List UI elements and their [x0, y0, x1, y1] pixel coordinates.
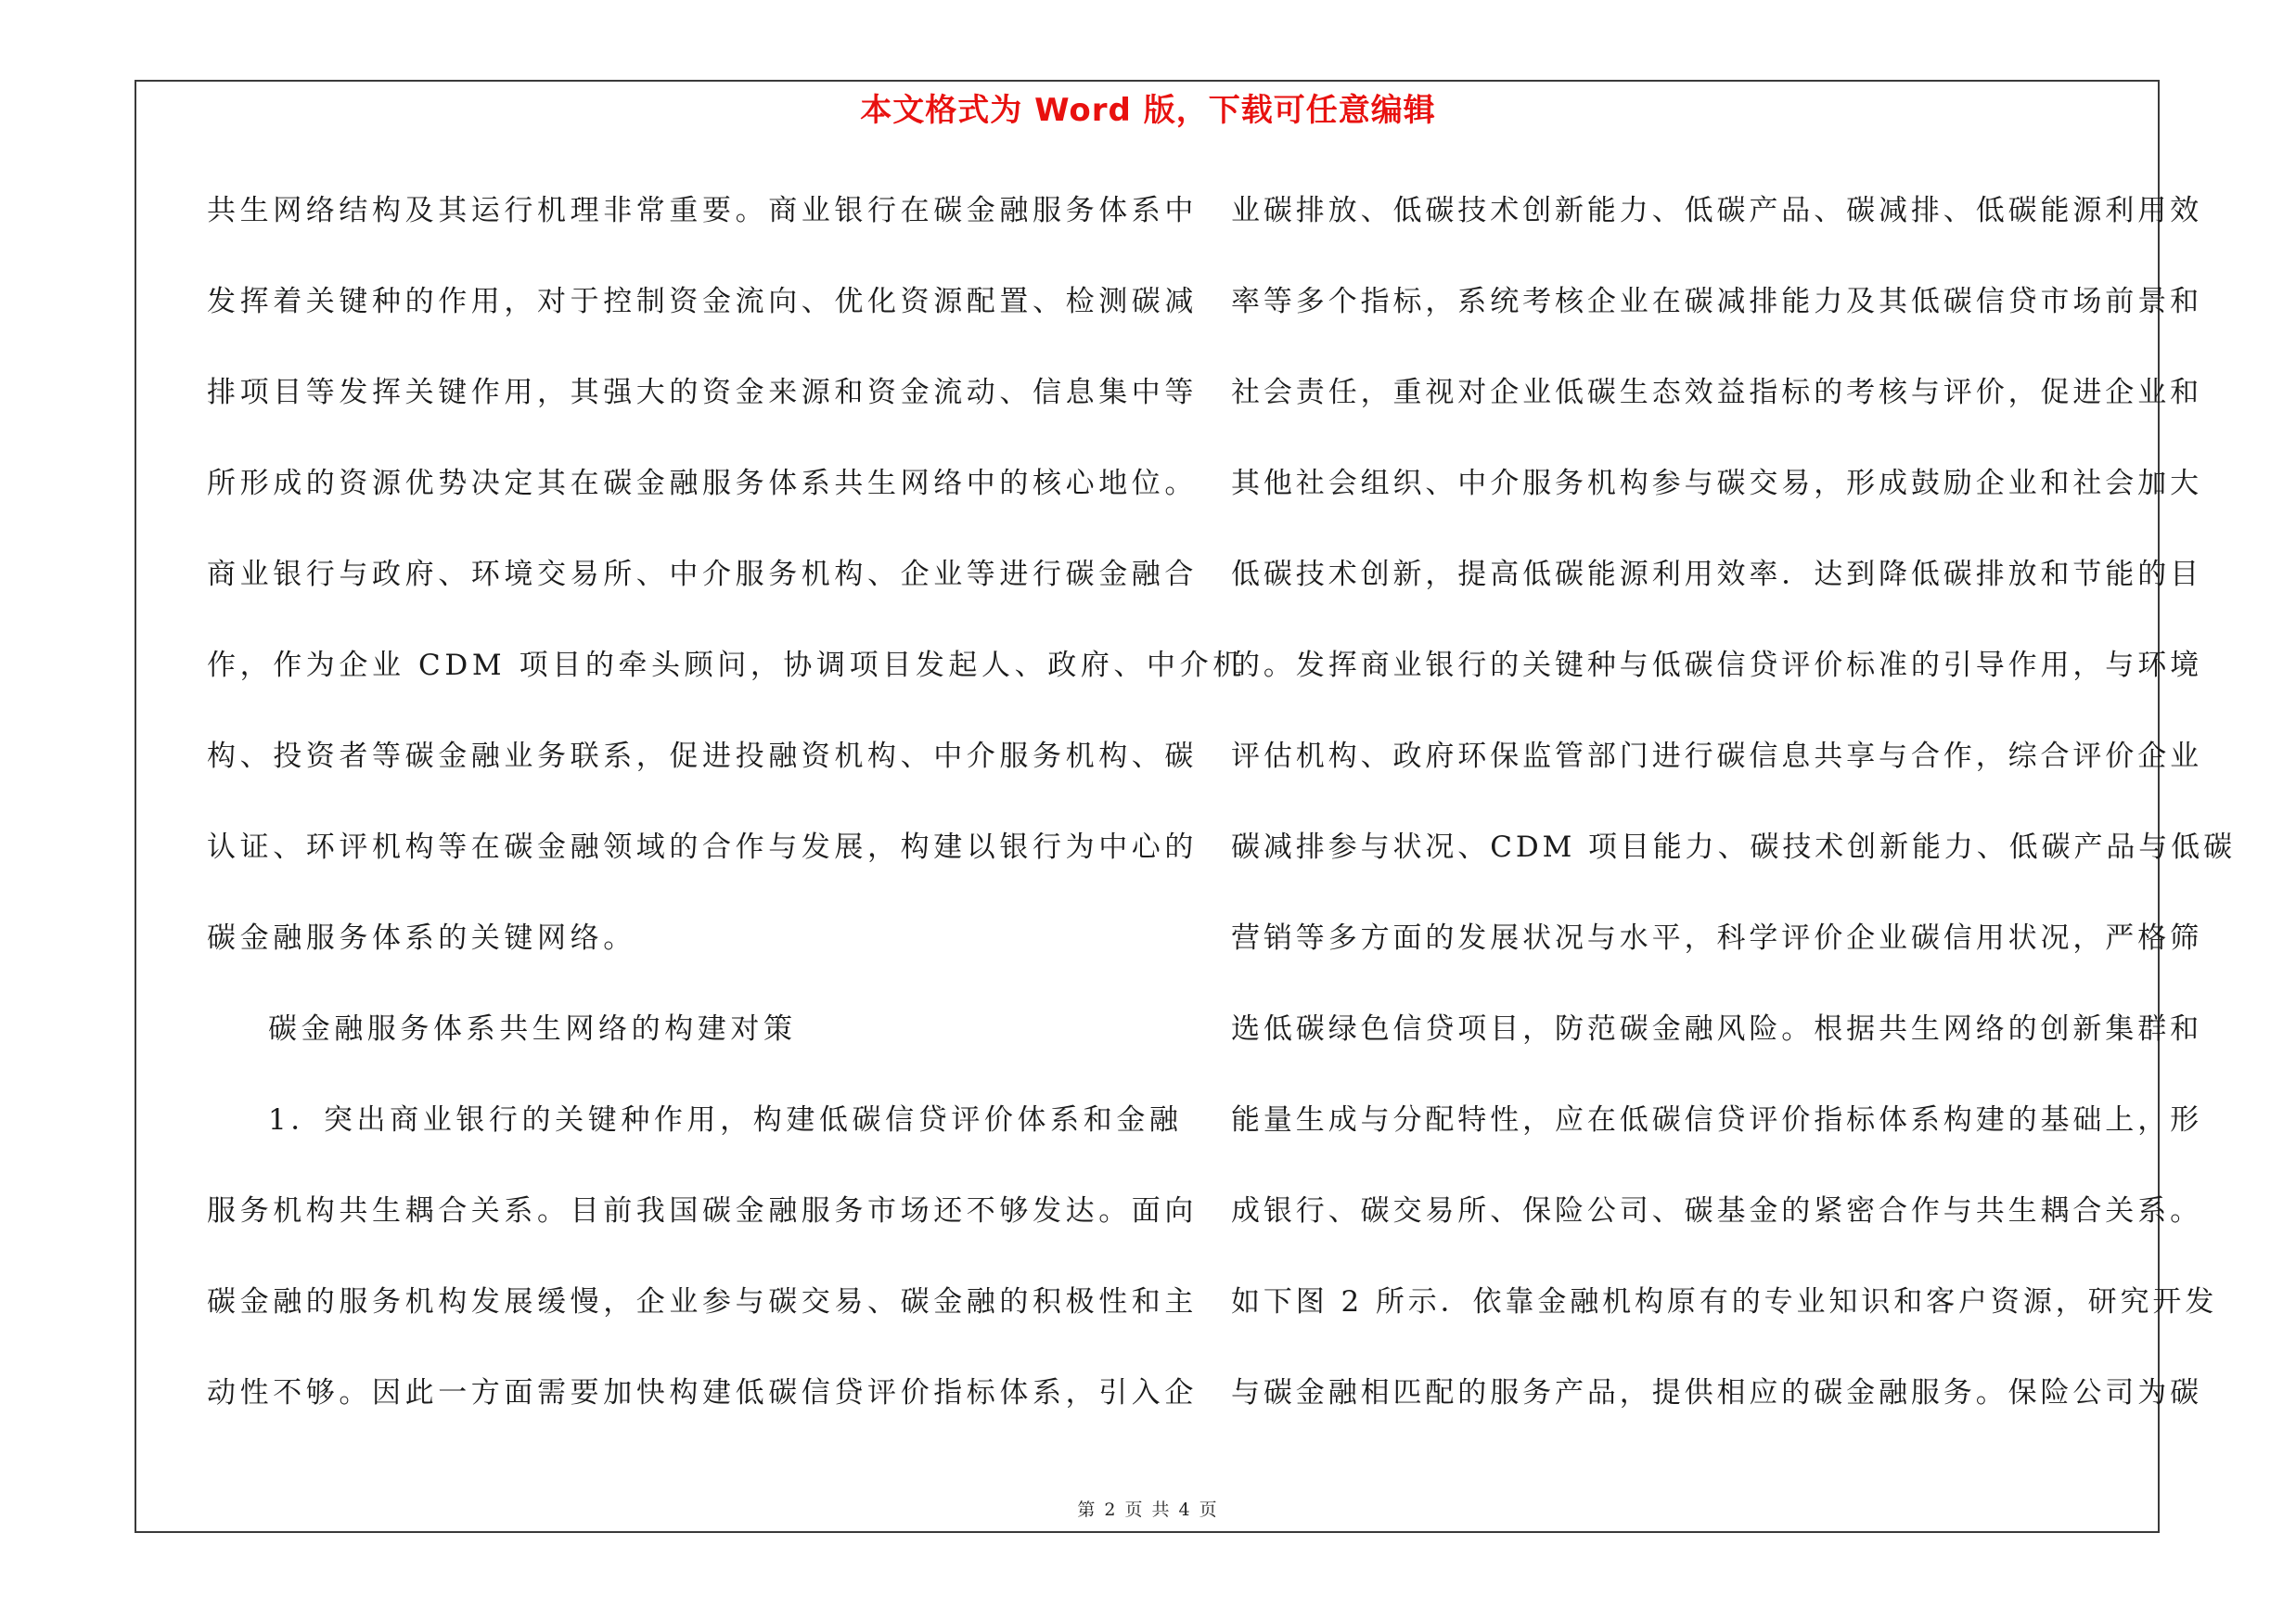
- text-line: 动性不够。因此一方面需要加快构建低碳信贷评价指标体系，引入企: [207, 1376, 1198, 1410]
- page-number-footer: 第 2 页 共 4 页: [1077, 1500, 1219, 1520]
- text-line: 所形成的资源优势决定其在碳金融服务体系共生网络中的核心地位。: [207, 467, 1198, 500]
- text-line: 营销等多方面的发展状况与水平，科学评价企业碳信用状况，严格筛: [1231, 921, 2202, 955]
- text-line: 率等多个指标，系统考核企业在碳减排能力及其低碳信贷市场前景和: [1231, 285, 2202, 318]
- text-line: 碳金融的服务机构发展缓慢，企业参与碳交易、碳金融的积极性和主: [207, 1285, 1198, 1319]
- text-line: 社会责任，重视对企业低碳生态效益指标的考核与评价，促进企业和: [1231, 376, 2202, 409]
- text-line: 认证、环评机构等在碳金融领域的合作与发展，构建以银行为中心的: [207, 831, 1198, 864]
- left-column: [207, 184, 1246, 1457]
- text-line: 排项目等发挥关键作用，其强大的资金来源和资金流动、信息集中等: [207, 376, 1198, 409]
- right-column: [1231, 184, 2236, 1457]
- text-line: 成银行、碳交易所、保险公司、碳基金的紧密合作与共生耦合关系。: [1231, 1194, 2202, 1228]
- text-line: 商业银行与政府、环境交易所、中介服务机构、企业等进行碳金融合: [207, 558, 1198, 591]
- text-line: 碳减排参与状况、CDM 项目能力、碳技术创新能力、低碳产品与低碳: [1231, 831, 2236, 864]
- text-line: 服务机构共生耦合关系。目前我国碳金融服务市场还不够发达。面向: [207, 1194, 1198, 1228]
- text-line: 如下图 2 所示．依靠金融机构原有的专业知识和客户资源，研究开发: [1231, 1285, 2218, 1319]
- text-line: 1．突出商业银行的关键种作用，构建低碳信贷评价体系和金融: [268, 1103, 1183, 1137]
- text-line: 业碳排放、低碳技术创新能力、低碳产品、碳减排、低碳能源利用效: [1231, 194, 2202, 227]
- header-notice: 本文格式为 Word 版，下载可任意编辑: [860, 92, 1436, 129]
- text-line: 构、投资者等碳金融业务联系，促进投融资机构、中介服务机构、碳: [207, 740, 1198, 773]
- text-line: 评估机构、政府环保监管部门进行碳信息共享与合作，综合评价企业: [1231, 740, 2202, 773]
- text-line: 作，作为企业 CDM 项目的牵头顾问，协调项目发起人、政府、中介机: [207, 649, 1246, 682]
- text-line: 共生网络结构及其运行机理非常重要。商业银行在碳金融服务体系中: [207, 194, 1198, 227]
- text-line: 与碳金融相匹配的服务产品，提供相应的碳金融服务。保险公司为碳: [1231, 1376, 2202, 1410]
- text-line: 发挥着关键种的作用，对于控制资金流向、优化资源配置、检测碳减: [207, 285, 1198, 318]
- text-line: 低碳技术创新，提高低碳能源利用效率．达到降低碳排放和节能的目: [1231, 558, 2202, 591]
- text-line: 选低碳绿色信贷项目，防范碳金融风险。根据共生网络的创新集群和: [1231, 1012, 2202, 1046]
- text-line: 碳金融服务体系的关键网络。: [207, 921, 636, 955]
- text-line: 能量生成与分配特性，应在低碳信贷评价指标体系构建的基础上，形: [1231, 1103, 2202, 1137]
- text-line: 其他社会组织、中介服务机构参与碳交易，形成鼓励企业和社会加大: [1231, 467, 2202, 500]
- text-line: 的。发挥商业银行的关键种与低碳信贷评价标准的引导作用，与环境: [1231, 649, 2202, 682]
- section-heading: 碳金融服务体系共生网络的构建对策: [268, 1012, 797, 1046]
